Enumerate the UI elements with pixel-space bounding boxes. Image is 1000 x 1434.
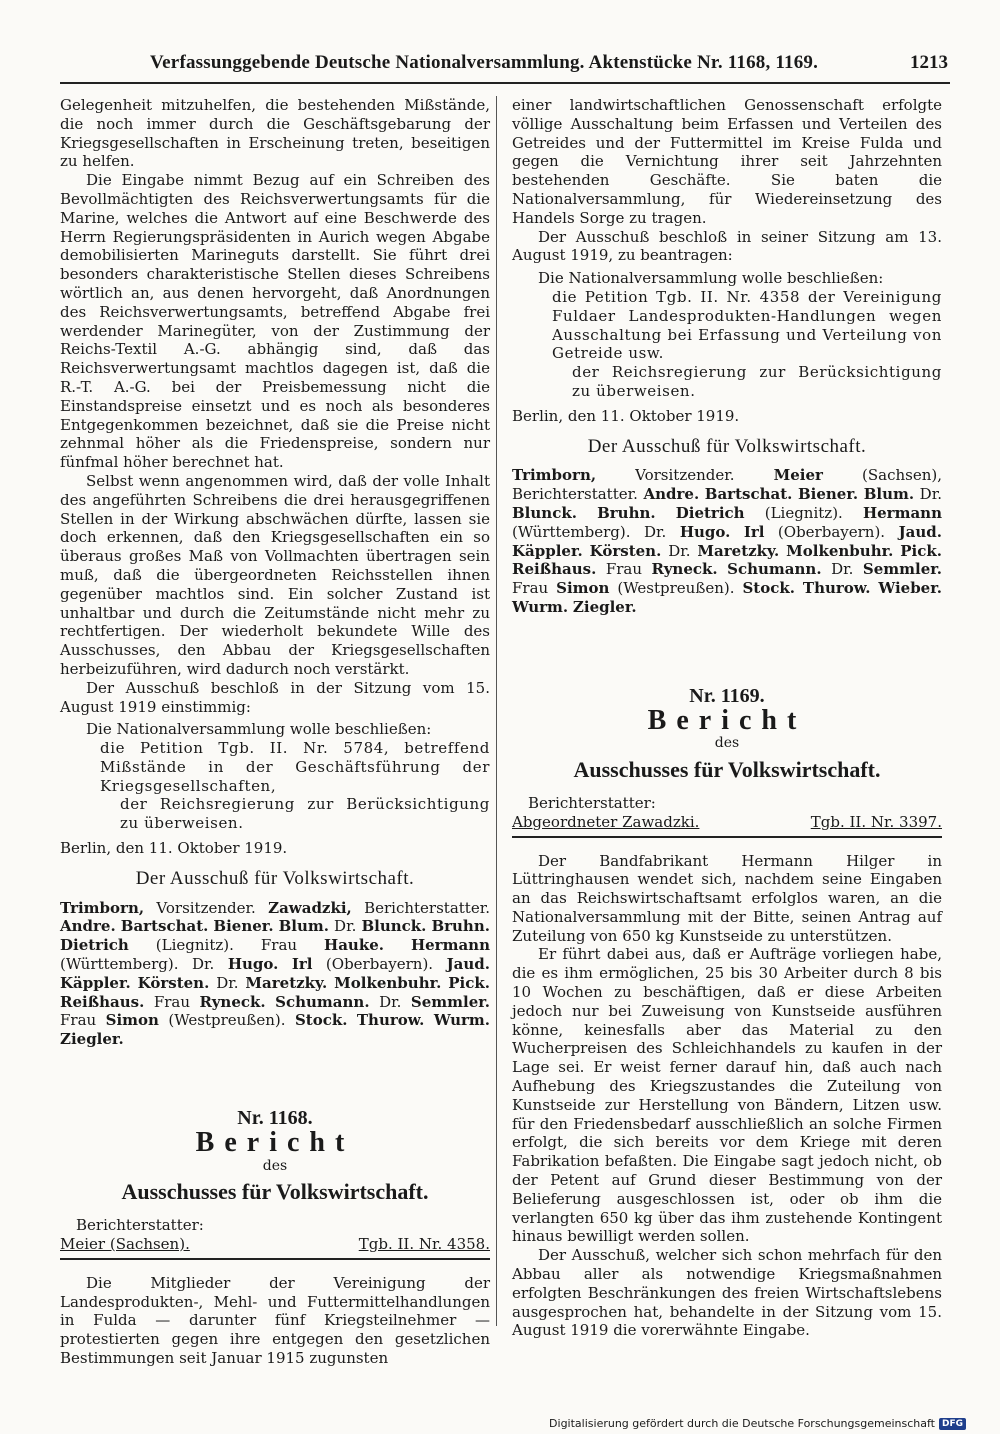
- member-name: Dietrich: [60, 936, 129, 955]
- member-note: (Liegnitz). Frau: [128, 936, 325, 955]
- right-paragraph-1: einer landwirtschaftlichen Genossenschaft erfolgte völlige Ausschaltung beim Erfassen und Verteilen des Getreides und der Futtermittel im Kreise Fulda und gegen die Vernichtung ihrer seit Jahrzehnten bestehenden Geschäfte. Sie baten die Nationalversammlung, für Wiedereinsetzung des Handels Sorge zu tragen.: [512, 96, 942, 227]
- member-note: (Oberbayern).: [312, 955, 447, 974]
- member-note: (Sachsen), Berichterstatter.: [512, 466, 942, 504]
- right-paragraph-3: Der Bandfabrikant Hermann Hilger in Lüttringhausen wendet sich, nachdem seine Eingaben an das Reichswirtschaftsamt erfolglos waren, an die Nationalversammlung mit der Bitte, seinen Antrag auf Zuteilung von 650 kg Kunstseide zu unterstützen.: [512, 851, 942, 945]
- member-name: Käppler.: [60, 973, 131, 992]
- member-name: Maretzky.: [697, 541, 780, 560]
- report-1169-heading: [512, 684, 942, 783]
- right-resolution: [538, 269, 942, 401]
- member-note: [795, 579, 803, 597]
- member-name: Biener.: [797, 485, 859, 504]
- member-name: Hauke.: [324, 936, 384, 955]
- rapporteur-row: [60, 1235, 490, 1260]
- report-committee: Ausschusses für Volkswirtschaft.: [573, 757, 881, 783]
- member-name: Pick.: [900, 541, 942, 560]
- left-paragraph-2: Die Eingabe nimmt Bezug auf ein Schreiben des Bevollmächtigten des Reichsverwertungsamts für die Marine, welches die Antwort auf eine Beschwerde des Herrn Regierungspräsidenten in Aurich wegen Abgabe demobilisierten Marineguts darstellt. Sie führt drei besonders charakteristische Stellen dieses Schreibens wörtlich an, aus denen hervorgeht, daß Anordnungen des Reichsverwertungsamts, betreffend Abgabe frei werdender Marinegüter, von der Zustimmung der Reichs-Textil A.-G. abhängig sind, daß das Reichsverwertungsamt machtlos dagegen ist, daß die R.-T. A.-G. bei der Preisbemessung nicht die Einstandspreise einsetzt und es noch als besonderes Entgegenkommen bezeichnet, daß sie die Preise nicht zehnmal höher als die Friedenspreise, sondern nur fünfmal höher berechnet hat.: [60, 171, 490, 472]
- member-name: Maretzky.: [245, 973, 328, 992]
- right-resolution-item-2: der Reichsregierung zur Berücksichtigung zu überweisen.: [572, 363, 942, 400]
- member-name: Körsten.: [589, 541, 662, 560]
- member-name: Irl: [291, 955, 313, 974]
- member-name: Bartschat.: [120, 917, 209, 936]
- right-paragraph-5: Der Ausschuß, welcher sich schon mehrfach für den Abbau aller als notwendige Kriegsmaßnahmen erfolgten Beschränkungen des freien Wirtschaftslebens ausgesprochen hat, behandelte in der Sitzung vom 15. August 1919 die vorerwähnte Eingabe.: [512, 1246, 942, 1340]
- page-header: [60, 50, 950, 84]
- member-name: Dietrich: [675, 503, 745, 522]
- right-date: Berlin, den 11. Oktober 1919.: [512, 406, 740, 425]
- member-note: Dr.: [821, 560, 863, 579]
- member-note: [583, 542, 590, 560]
- member-name: Meier: [773, 466, 823, 485]
- column-divider: [496, 96, 497, 1326]
- member-name: Stock.: [294, 1011, 348, 1030]
- member-name: Biener.: [213, 917, 274, 936]
- member-name: Zawadzki,: [268, 898, 352, 917]
- member-note: [730, 523, 743, 541]
- right-paragraph-4: Er führt dabei aus, daß er Aufträge vorliegen habe, die es ihm ermöglichen, 25 bis 30 Arbeiter durch 8 bis 10 Wochen zu beschäftigen, daß er diese Arbeiten jedoch nur bei Zuweisung von Kunstseide ausführen könne, keinesfalls aber das Material zu den Wucherpreisen des Schleichhandels zu kaufen in der Lage sei. Er weist ferner darauf hin, daß auch nach Aufhebung des Kriegszustandes die Zuteilung von Kunstseide zur Herstellung von Bändern, Litzen usw. für den Friedensbedarf ausschließlich an solche Firmen erfolgt, die sich bereits vor dem Kriege mit deren Fabrikation befaßten. Die Eingabe sagt jedoch nicht, ob der Petent auf Grund dieser Bestimmung von der Belieferung ausgeschlossen ist, oder ob ihm die verlangten 650 kg über das ihm zustehende Kontingent hinaus bewilligt werden sollen.: [512, 945, 942, 1246]
- member-note: Frau: [512, 579, 557, 598]
- report-number: Nr. 1168.: [237, 1107, 313, 1130]
- right-resolution-item: die Petition Tgb. II. Nr. 4358 der Vereinigung Fuldaer Landesprodukten-Handlungen wegen Ausschaltung bei Erfassung und Verteilung von Getreide usw.: [552, 287, 942, 363]
- member-note: [718, 560, 728, 578]
- member-name: Reißhaus.: [60, 992, 145, 1011]
- member-note: (Württemberg). Dr.: [60, 955, 228, 974]
- left-committee-title: Der Ausschuß für Volkswirtschaft.: [135, 867, 415, 889]
- right-resolution-intro: Die Nationalversammlung wolle beschließen:: [538, 269, 884, 288]
- member-name: Schumann.: [275, 992, 370, 1011]
- member-name: Wurm.: [512, 597, 569, 616]
- member-note: Dr.: [329, 917, 362, 936]
- member-note: Vorsitzender.: [596, 466, 774, 485]
- member-note: (Westpreußen).: [609, 579, 743, 598]
- member-note: (Württemberg). Dr.: [512, 522, 680, 541]
- right-committee-title: Der Ausschuß für Volkswirtschaft.: [587, 435, 867, 457]
- member-name: Blum.: [278, 917, 329, 936]
- member-name: Ryneck.: [651, 560, 718, 579]
- left-resolution: [86, 720, 490, 833]
- member-note: (Oberbayern).: [764, 522, 899, 541]
- member-name: Blunck.: [512, 503, 577, 522]
- rapporteur-row: [512, 813, 942, 838]
- member-name: Blum.: [863, 485, 915, 504]
- member-note: [577, 504, 597, 522]
- left-paragraph-4: Der Ausschuß beschloß in der Sitzung vom 15. August 1919 einstimmig:: [60, 678, 490, 716]
- member-note: Frau: [144, 992, 200, 1011]
- right-paragraph-2: Der Ausschuß beschloß in seiner Sitzung am 13. August 1919, zu beantragen:: [512, 227, 942, 265]
- page-title: Verfassunggebende Deutsche Nationalversammlung. Aktenstücke Nr. 1168, 1169.: [150, 52, 819, 73]
- journal-number: Tgb. II. Nr. 4358.: [358, 1235, 490, 1254]
- report-des: des: [262, 1157, 288, 1174]
- member-name: Hugo.: [227, 955, 279, 974]
- member-name: Simon: [556, 579, 610, 598]
- report-title: Bericht: [195, 1126, 355, 1158]
- member-name: Irl: [743, 522, 765, 541]
- member-name: Bruhn.: [597, 503, 656, 522]
- member-name: Hermann: [410, 936, 490, 955]
- report-des: des: [714, 735, 740, 752]
- member-note: Dr.: [369, 992, 411, 1011]
- member-name: Stock.: [742, 579, 795, 598]
- report-1168-heading: [60, 1107, 490, 1205]
- report-committee: Ausschusses für Volkswirtschaft.: [121, 1179, 429, 1205]
- member-note: Vorsitzender.: [144, 898, 269, 917]
- member-name: Blunck.: [361, 917, 427, 936]
- left-resolution-intro: Die Nationalversammlung wolle beschließen:: [86, 720, 432, 739]
- member-note: [347, 1011, 356, 1029]
- member-note: [131, 974, 138, 992]
- member-name: Reißhaus.: [512, 560, 597, 579]
- member-note: (Liegnitz).: [744, 503, 863, 522]
- journal-number: Tgb. II. Nr. 3397.: [810, 812, 942, 831]
- left-paragraph-3: Selbst wenn angenommen wird, daß der volle Inhalt des angeführten Schreibens die drei herausgegriffenen Stellen in der Wirkung abschwächen dürfte, lassen sie doch erkennen, daß den Kriegsgesellschaften ein so überaus großes Maß von Vollmachten übertragen sein muß, daß die übergeordneten Reichsstellen ihnen gegenüber machtlos sind. Ein solcher Zustand ist unhaltbar und durch die Zeitumstände nicht mehr zu rechtfertigen. Der wiederholt bekundete Wille des Ausschusses, den Abbau der Kriegsgesellschaften herbeizuführen, wird dadurch noch verstärkt.: [60, 471, 490, 678]
- member-name: Bartschat.: [704, 485, 793, 504]
- left-paragraph-1: Gelegenheit mitzuhelfen, die bestehenden Mißstände, die noch immer durch die Geschäftsgebarung der Kriegsgesellschaften in Erscheinung treten, beseitigen zu helfen.: [60, 96, 490, 171]
- left-paragraph-5: Die Mitglieder der Vereinigung der Landesprodukten-, Mehl- und Futtermittelhandlungen in Fulda — darunter fünf Kriegsteilnehmer — protestierten gegen ihre entgegen den gesetzlichen Bestimmungen seit Januar 1915 zugunsten: [60, 1273, 490, 1368]
- member-name: Andre.: [643, 485, 700, 504]
- member-name: Hugo.: [679, 522, 731, 541]
- member-name: Semmler.: [410, 992, 490, 1011]
- member-name: Thurow.: [802, 579, 871, 598]
- member-name: Trimborn,: [60, 898, 145, 917]
- member-note: Dr.: [914, 485, 942, 504]
- member-name: Käppler.: [512, 541, 583, 560]
- footer: [549, 1417, 966, 1430]
- member-note: Frau: [596, 560, 652, 579]
- left-resolution-item: die Petition Tgb. II. Nr. 5784, betreffend Mißstände in der Geschäftsführung der Kriegsgesellschaften,: [100, 739, 490, 795]
- member-name: Trimborn,: [512, 466, 597, 485]
- report-number: Nr. 1169.: [689, 684, 765, 707]
- member-name: Schumann.: [727, 560, 822, 579]
- rapporteur-label: Berichterstatter:: [528, 793, 656, 812]
- report-title: Bericht: [647, 704, 807, 736]
- right-member-list: [512, 466, 942, 616]
- left-date: Berlin, den 11. Oktober 1919.: [60, 839, 288, 858]
- member-name: Pick.: [448, 973, 490, 992]
- member-name: Ziegler.: [60, 1030, 124, 1049]
- member-note: Berichterstatter.: [351, 898, 490, 917]
- member-name: Simon: [105, 1011, 159, 1030]
- member-name: Molkenbuhr.: [786, 541, 894, 560]
- member-name: Wieber.: [878, 579, 942, 598]
- dfg-logo: DFG: [939, 1418, 966, 1430]
- member-name: Jaud.: [898, 522, 942, 541]
- rapporteur-name: Abgeordneter Zawadzki.: [512, 812, 700, 831]
- member-name: Ryneck.: [199, 992, 266, 1011]
- member-name: Thurow.: [356, 1011, 425, 1030]
- right-column: [512, 96, 942, 1340]
- left-resolution-item-2: der Reichsregierung zur Berücksichtigung zu überweisen.: [120, 795, 490, 833]
- rapporteur-name: Meier (Sachsen).: [60, 1235, 190, 1254]
- member-note: [424, 1011, 433, 1029]
- member-note: [278, 955, 291, 973]
- member-name: Bruhn.: [431, 917, 490, 936]
- member-note: [656, 504, 676, 522]
- member-name: Andre.: [60, 917, 116, 936]
- member-name: Hermann: [862, 503, 942, 522]
- member-name: Körsten.: [137, 973, 210, 992]
- member-note: (Westpreußen).: [158, 1011, 295, 1030]
- member-name: Ziegler.: [572, 597, 637, 616]
- member-note: Dr.: [209, 973, 246, 992]
- member-name: Semmler.: [862, 560, 942, 579]
- left-member-list: [60, 899, 490, 1049]
- member-note: [384, 936, 411, 954]
- member-name: Molkenbuhr.: [334, 973, 442, 992]
- left-column: [60, 96, 490, 1368]
- member-note: Dr.: [661, 541, 698, 560]
- member-name: Wurm.: [433, 1011, 490, 1030]
- member-note: Frau: [60, 1011, 106, 1030]
- member-note: [266, 993, 276, 1011]
- page-number: 1213: [910, 52, 948, 73]
- member-name: Jaud.: [446, 955, 490, 974]
- footer-credit: Digitalisierung gefördert durch die Deutsche Forschungsgemeinschaft: [549, 1417, 935, 1430]
- rapporteur-label: Berichterstatter:: [76, 1216, 204, 1235]
